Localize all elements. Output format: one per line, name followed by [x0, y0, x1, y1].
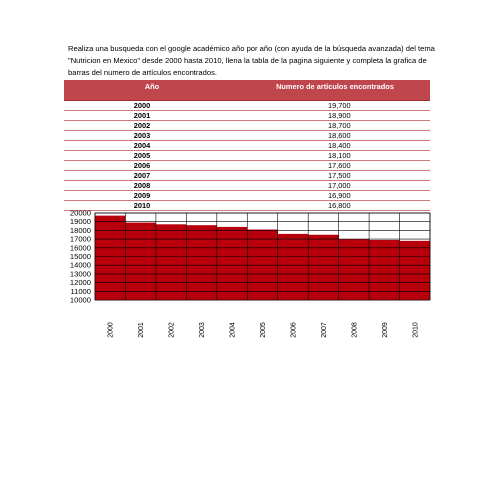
x-tick-label: 2002	[168, 322, 176, 338]
x-tick-label: 2010	[412, 322, 420, 338]
bar-2003	[186, 225, 216, 300]
x-tick-label: 2009	[381, 322, 389, 338]
x-tick-label: 2006	[290, 322, 298, 338]
x-tick-label: 2003	[199, 322, 207, 338]
cell-year: 2002	[64, 121, 240, 131]
cell-year: 2003	[64, 131, 240, 141]
cell-year: 2004	[64, 141, 240, 151]
y-tick-label: 20000	[69, 208, 91, 218]
cell-year: 2001	[64, 111, 240, 121]
x-tick-label: 2001	[138, 322, 146, 338]
bar-2006	[278, 234, 308, 300]
cell-count: 16,900	[240, 191, 430, 201]
x-tick-label: 2004	[229, 322, 237, 338]
y-tick-label: 17000	[69, 234, 91, 244]
instructions-text: Realiza una busqueda con el google académico año por año (con ayuda de la búsqueda avanzada) del tema "Nutricion en Mexico" desde 2000 hasta 2010, llena la tabla de la pagina siguiente y completa la grafica de barras del numero de artículos encontrados.	[68, 44, 435, 77]
y-tick-label: 18000	[69, 225, 91, 235]
cell-year: 2010	[64, 201, 240, 211]
y-tick-label: 12000	[69, 278, 91, 288]
bar-2004	[217, 227, 247, 300]
bar-2005	[247, 230, 277, 300]
header-count: Numero de artículos encontrados	[240, 80, 430, 101]
bar-2002	[156, 224, 186, 300]
cell-count: 18,400	[240, 141, 430, 151]
cell-count: 17,000	[240, 181, 430, 191]
cell-year: 2005	[64, 151, 240, 161]
y-tick-label: 10000	[69, 295, 91, 305]
cell-year: 2000	[64, 101, 240, 111]
bar-2008	[339, 239, 369, 300]
y-tick-label: 19000	[69, 217, 91, 227]
y-tick-label: 14000	[69, 260, 91, 270]
cell-year: 2007	[64, 171, 240, 181]
cell-count: 18,700	[240, 121, 430, 131]
x-tick-label: 2008	[351, 322, 359, 338]
y-tick-label: 11000	[70, 286, 91, 296]
bar-2000	[95, 216, 125, 300]
cell-count: 19,700	[240, 101, 430, 111]
cell-year: 2006	[64, 161, 240, 171]
cell-count: 18,900	[240, 111, 430, 121]
cell-year: 2008	[64, 181, 240, 191]
y-tick-label: 15000	[69, 252, 91, 261]
bar-2009	[369, 240, 399, 300]
cell-count: 17,600	[240, 161, 430, 171]
bar-2007	[308, 235, 338, 300]
x-tick-label: 2000	[107, 322, 115, 338]
cell-count: 18,600	[240, 131, 430, 141]
y-tick-label: 13000	[69, 269, 91, 279]
x-tick-label: 2007	[320, 322, 328, 338]
cell-count: 16,800	[240, 201, 430, 211]
cell-count: 18,100	[240, 151, 430, 161]
bar-2001	[125, 223, 155, 300]
y-tick-label: 16000	[69, 243, 91, 253]
x-tick-label: 2005	[260, 322, 267, 338]
cell-count: 17,500	[240, 171, 430, 181]
header-year: Año	[64, 80, 240, 101]
cell-year: 2009	[64, 191, 240, 201]
